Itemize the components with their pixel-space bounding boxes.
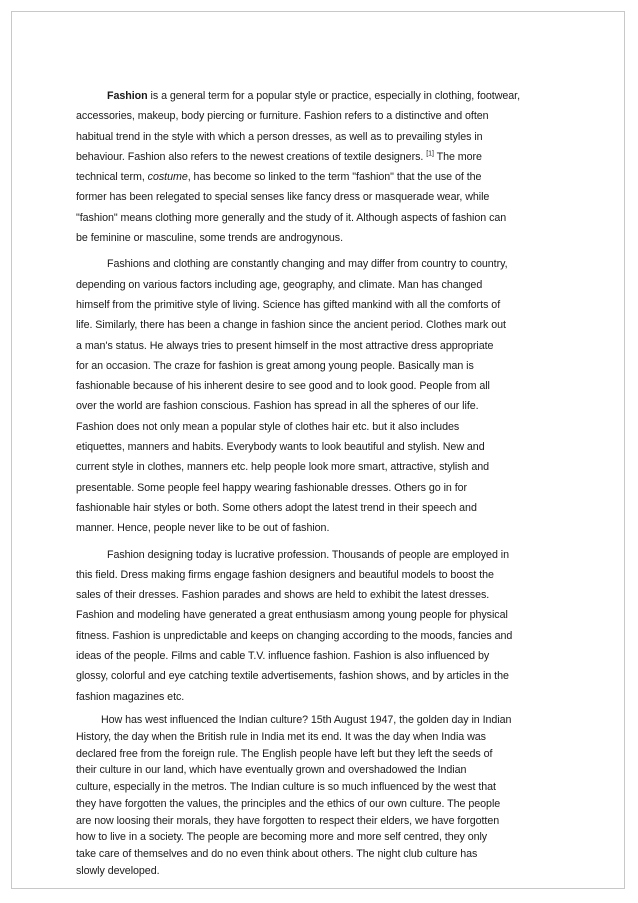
text-line: former has been relegated to special senses like fancy dress or masquerade wear, while	[76, 191, 490, 204]
text-line: fashionable hair styles or both. Some others adopt the latest trend in their speech and	[76, 501, 477, 514]
text-line: culture, especially in the metros. The Indian culture is so much influenced by the west that	[76, 781, 496, 794]
text-line: technical term, costume, has become so linked to the term "fashion" that the use of the	[76, 171, 482, 184]
text-line: be feminine or masculine, some trends are androgynous.	[76, 232, 344, 245]
citation-reference[interactable]: [1]	[426, 150, 434, 158]
text-line: fashionable because of his inherent desire to see good and to look good. People from all	[76, 380, 490, 393]
text-line: slowly developed.	[76, 865, 160, 878]
text-line: current style in clothes, manners etc. help people look more smart, attractive, stylish and	[76, 461, 490, 474]
text-line: Fashion designing today is lucrative profession. Thousands of people are employed in	[107, 548, 509, 561]
document-page	[11, 11, 625, 889]
text-line: how to live in a society. The people are becoming more and more self centred, they only	[76, 831, 488, 844]
text-line: depending on various factors including age, geography, and climate. Man has changed	[76, 278, 483, 291]
text-line: they have forgotten the values, the principles and the ethics of our own culture. The people	[76, 797, 501, 810]
text-line: behaviour. Fashion also refers to the newest creations of textile designers. [1] The more	[76, 150, 482, 163]
text-line: fitness. Fashion is unpredictable and keeps on changing according to the moods, fancies and	[76, 629, 513, 642]
text-line: their culture in our land, which have eventually grown and overshadowed the Indian	[76, 764, 467, 777]
text-line: etiquettes, manners and habits. Everybody wants to look beautiful and stylish. New and	[76, 441, 485, 454]
paragraph-fashion-designing	[76, 545, 576, 707]
text-line: a man's status. He always tries to present himself in the most attractive dress appropriate	[76, 339, 494, 352]
fashion-term: Fashion	[107, 90, 148, 102]
text-line: Fashions and clothing are constantly changing and may differ from country to country,	[107, 258, 508, 271]
paragraph-fashion-changes	[76, 254, 576, 538]
text-line: ideas of the people. Films and cable T.V. influence fashion. Fashion is also influenced by	[76, 650, 490, 663]
text-line: over the world are fashion conscious. Fashion has spread in all the spheres of our life.	[76, 400, 479, 413]
text-line: take care of themselves and do no even think about others. The night club culture has	[76, 848, 478, 861]
text-line: "fashion" means clothing more generally and the study of it. Although aspects of fashion can	[76, 211, 507, 224]
text-line: are now loosing their morals, they have forgotten to respect their elders, we have forgotten	[76, 814, 500, 827]
text-line: himself from the primitive style of living. Science has gifted mankind with all the comforts of	[76, 298, 501, 311]
text-line: life. Similarly, there has been a change in fashion since the ancient period. Clothes mark out	[76, 319, 506, 332]
paragraph-fashion-definition	[76, 86, 576, 248]
costume-term: costume	[147, 171, 188, 184]
text-line: History, the day when the British rule in India met its end. It was the day when India was	[76, 730, 486, 743]
text-line: How has west influenced the Indian culture? 15th August 1947, the golden day in Indian	[101, 713, 512, 726]
text-line: glossy, colorful and eye catching textile advertisements, fashion shows, and by articles in the	[76, 670, 509, 683]
text-line: Fashion and modeling have generated a great enthusiasm among young people for physical	[76, 609, 508, 622]
document-body	[76, 86, 576, 880]
text-line: manner. Hence, people never like to be out of fashion.	[76, 522, 330, 535]
text-line: fashion magazines etc.	[76, 690, 185, 703]
paragraph-west-influence	[76, 712, 576, 880]
text-line: Fashion is a general term for a popular style or practice, especially in clothing, footwear,	[107, 90, 521, 102]
text-line: declared free from the foreign rule. The English people have left but they left the seeds of	[76, 747, 493, 760]
text-line: sales of their dresses. Fashion parades and shows are held to exhibit the latest dresses.	[76, 589, 490, 602]
text-line: accessories, makeup, body piercing or furniture. Fashion refers to a distinctive and often	[76, 110, 489, 123]
text-line: this field. Dress making firms engage fashion designers and beautiful models to boost the	[76, 568, 494, 581]
text-line: Fashion does not only mean a popular style of clothes hair etc. but it also includes	[76, 420, 460, 433]
text-line: for an occasion. The craze for fashion is great among young people. Basically man is	[76, 359, 474, 372]
text-line: habitual trend in the style with which a person dresses, as well as to prevailing styles in	[76, 130, 483, 143]
text-line: presentable. Some people feel happy wearing fashionable dresses. Others go in for	[76, 481, 468, 494]
